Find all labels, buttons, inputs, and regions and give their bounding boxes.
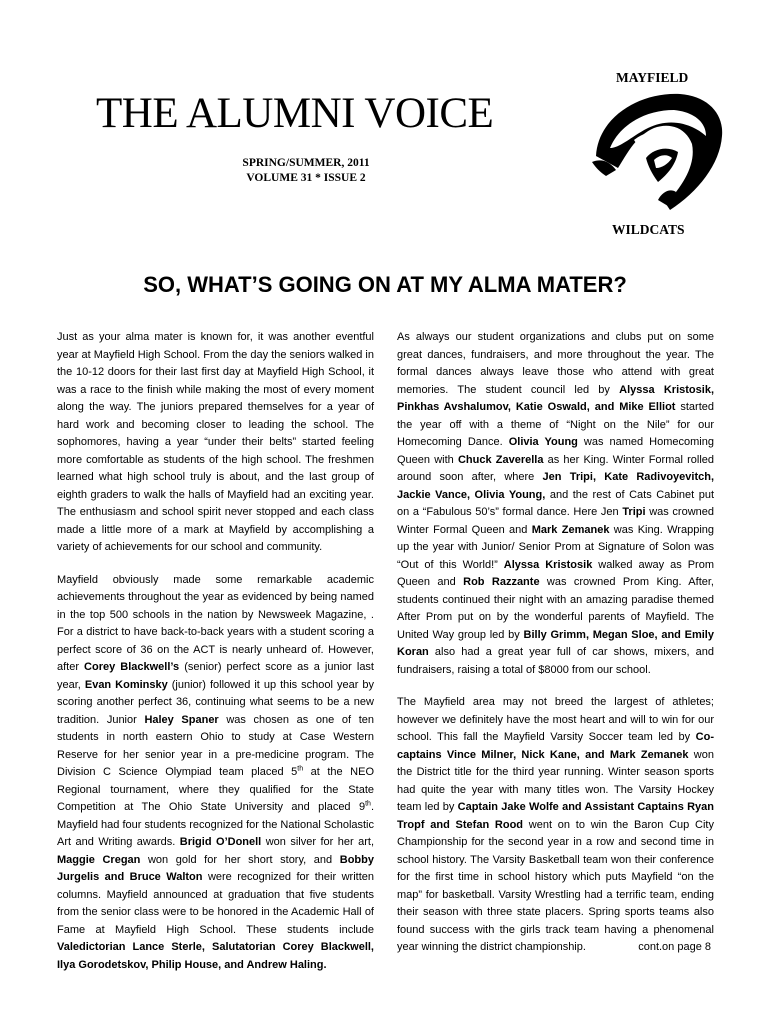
student-name: Mark Zemanek: [531, 523, 610, 536]
student-name: Tripi: [622, 506, 646, 518]
article-paragraph: Mayfield obviously made some remarkable academic achievements throughout the year as evidenced by being named in the top 500 schools in the nation by Newsweek Magazine, . For a district to have back-to-back years with a student scoring a perfect score of 36 on the ACT is nearly unheard of. However, after Corey Blackwell’s (senior) perfect score as a junior last year, Evan Kominsky (junior) followed it up this school year by scoring another perfect 36, continuing what seems to be a new tradition. Junior Haley Spaner was chosen as one of ten students in north eastern Ohio to study at Case Western Reserve for her senior year in a pre-medicine program. The Division C Science Olympiad team placed 5th at the NEO Regional tournament, where they qualified for the State Competition at The Ohio State University and placed 9th. Mayfield had four students recognized for the National Scholastic Art and Writing awards. Brigid O’Donell won silver for her art, Maggie Cregan won gold for her short story, and Bobby Jurgelis and Bruce Walton were recognized for their written columns. Mayfield announced at graduation that five students from the senior class were to be honored in the Academic Hall of Fame at Mayfield High School. These students include Valedictorian Lance Sterle, Salutatorian Corey Blackwell, Ilya Gorodetskov, Philip House, and Andrew Haling.: [57, 573, 375, 971]
issue-season: SPRING/SUMMER, 2011: [242, 157, 370, 169]
team-name-label: WILDCATS: [612, 222, 685, 237]
article-paragraph: As always our student organizations and clubs put on some great dances, fundraisers, and more throughout the year. The formal dances always leave those who attend with great memories. The student council led by Alyssa Kristosik, Pinkhas Avshalumov, Katie Oswald, and Mike Elliot started the year off with a theme of “Night on the Nile” for our Homecoming Dance. Olivia Young was named Homecoming Queen with Chuck Zaverella as her King. Winter Formal rolled around soon after, where Jen Tripi, Kate Radivoyevitch, Jackie Vance, Olivia Young, and the rest of Cats Cabinet put on a “Fabulous 50’s” formal dance. Here Jen Tripi was crowned Winter Formal Queen and Mark Zemanek was King. Wrapping up the year with Junior/ Senior Prom at Signature of Solon was “Out of this World!” Alyssa Kristosik walked away as Prom Queen and Rob Razzante was crowned Prom King. After, students continued their night with an amazing paradise themed After Prom put on by the wonderful parents of Mayfield. The United Way group led by Billy Grimm, Megan Sloe, and Emily Koran also had a great year full of car shows, mixers, and fundraisers, raising a total of $8000 from our school.: [397, 331, 715, 676]
student-name: Alyssa Kristosik: [503, 558, 593, 571]
school-name-label: MAYFIELD: [616, 70, 689, 85]
student-name: Captain Jake Wolfe and Assistant Captains Ryan Tropf and Stefan Rood: [397, 801, 715, 831]
article-column-right: [397, 329, 714, 972]
student-name: Jen Tripi, Kate Radivoyevitch, Jackie Vance, Olivia Young,: [397, 471, 714, 501]
student-name: Maggie Cregan: [57, 853, 141, 866]
student-name: Chuck Zaverella: [457, 453, 544, 466]
student-name: Rob Razzante: [463, 576, 540, 588]
student-name: Brigid O’Donell: [179, 836, 262, 848]
student-name: Corey Blackwell’s: [84, 661, 180, 673]
continued-on-page: cont.on page 8: [638, 941, 711, 953]
student-name: Valedictorian Lance Sterle, Salutatorian Corey Blackwell, Ilya Gorodetskov, Philip House, and Andrew Haling.: [57, 941, 374, 971]
wildcat-paw-logo-icon: [588, 88, 724, 216]
newsletter-title: THE ALUMNI VOICE: [96, 90, 494, 137]
article-column-left: [57, 329, 374, 989]
student-name: Evan Kominsky: [84, 678, 168, 691]
student-name: Olivia Young: [508, 436, 578, 448]
article-headline: SO, WHAT’S GOING ON AT MY ALMA MATER?: [143, 272, 627, 297]
student-name: Billy Grimm, Megan Sloe, and Emily Koran: [397, 628, 714, 658]
article-paragraph: Just as your alma mater is known for, it was another eventful year at Mayfield High School. From the day the seniors walked in the 10-12 doors for their last first day at Mayfield High School, it was a race to the finish while making the most of every moment along the way. The juniors prepared themselves for a year of hard work and becoming closer to leading the school. The sophomores, having a year “under their belts” started feeling more comfortable as students of the high school. The freshmen learned what high school truly is about, and the last group of eighth graders to walk the halls of Mayfield had an exciting year. The enthusiasm and school spirit never stopped and each class made a little more of a mark at Mayfield by accomplishing a variety of achievements for our school and community.: [57, 331, 374, 553]
student-name: Co-captains Vince Milner, Nick Kane, and Mark Zemanek: [397, 731, 714, 761]
issue-volume: VOLUME 31 * ISSUE 2: [246, 172, 366, 184]
student-name: Haley Spaner: [144, 713, 219, 726]
student-name: Alyssa Kristosik, Pinkhas Avshalumov, Katie Oswald, and Mike Elliot: [397, 383, 714, 413]
issue-info: [228, 156, 384, 186]
article-paragraph: The Mayfield area may not breed the largest of athletes; however we definitely have the most heart and will to win for our school. This fall the Mayfield Varsity Soccer team led by Co-captains Vince Milner, Nick Kane, and Mark Zemanek won the District title for the third year running. Winter season sports had quite the year with many titles won. The Varsity Hockey team led by Captain Jake Wolfe and Assistant Captains Ryan Tropf and Stefan Rood went on to win the Baron Cup City Championship for the second year in a row and second time in school history. The Varsity Basketball team won their conference for the first time in school history which puts Mayfield “on the map” for basketball. Varsity Wrestling had a terrific team, ending their season with three state placers. Spring sports teams also found success with the girls track team having a phenomenal year winning the district championship.: [397, 696, 715, 953]
student-name: Bobby Jurgelis and Bruce Walton: [57, 853, 374, 883]
